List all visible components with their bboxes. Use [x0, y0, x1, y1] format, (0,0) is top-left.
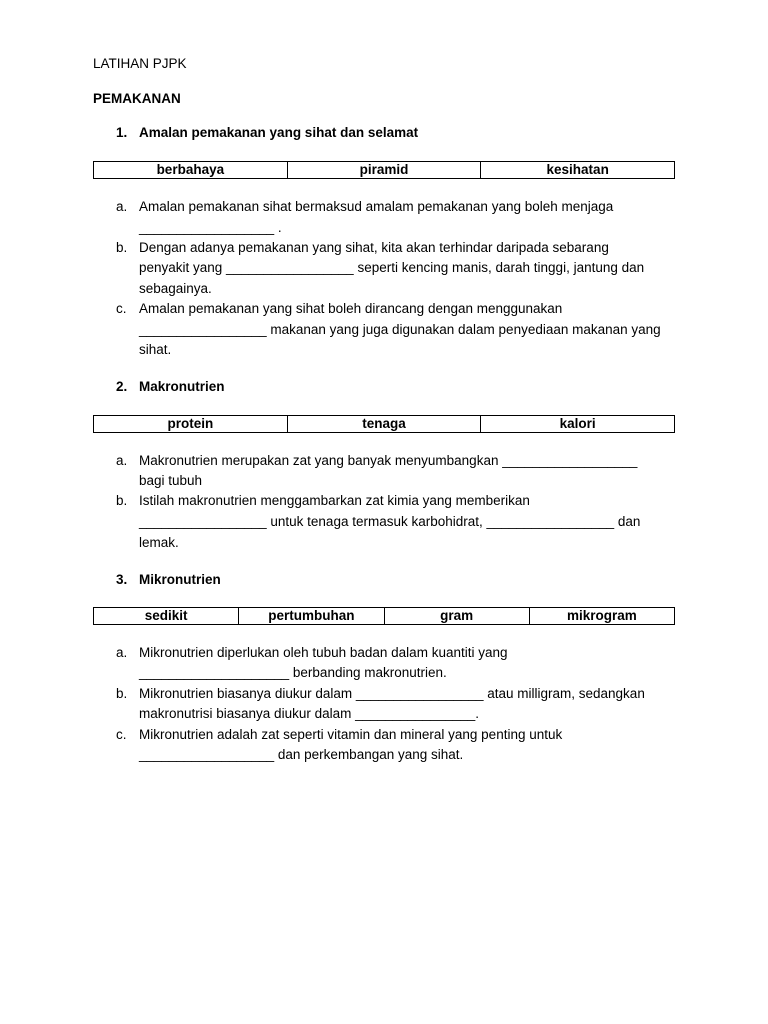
question-text-line: Amalan pemakanan yang sihat boleh dirancang dengan menggunakan [139, 301, 563, 316]
section-number: 1. [116, 125, 128, 140]
question-letter: a. [116, 645, 128, 660]
word-bank-cell: gram [385, 608, 530, 624]
question-letter: c. [116, 727, 127, 742]
question-text-line: Mikronutrien diperlukan oleh tubuh badan dalam kuantiti yang [139, 645, 508, 660]
question-text-line: penyakit yang _________________ seperti kencing manis, darah tinggi, jantung dan [139, 260, 645, 275]
question-letter: a. [116, 453, 128, 468]
section-number: 2. [116, 379, 128, 394]
word-bank-cell: kalori [559, 416, 596, 431]
question-text-line: Dengan adanya pemakanan yang sihat, kita akan terhindar daripada sebarang [139, 240, 609, 255]
question-text-line: _________________ makanan yang juga digunakan dalam penyediaan makanan yang [139, 322, 661, 337]
question-text-line: bagi tubuh [139, 473, 203, 488]
word-bank-table [93, 607, 675, 625]
word-bank-table [93, 415, 675, 433]
question-letter: b. [116, 686, 128, 701]
question-letter: c. [116, 301, 127, 316]
question-text-line: _________________ untuk tenaga termasuk karbohidrat, _________________ dan [139, 514, 641, 529]
question-text-line: Istilah makronutrien menggambarkan zat kimia yang memberikan [139, 493, 530, 508]
word-bank-cell: kesihatan [546, 162, 609, 177]
word-bank-cell: protein [94, 416, 288, 432]
word-bank-cell: berbahaya [94, 162, 288, 178]
question-text-line: Amalan pemakanan sihat bermaksud amalam pemakanan yang boleh menjaga [139, 199, 614, 214]
word-bank-cell: pertumbuhan [239, 608, 384, 624]
word-bank-table [93, 161, 675, 179]
question-text-line: lemak. [139, 535, 179, 550]
question-text-line: Mikronutrien adalah zat seperti vitamin dan mineral yang penting untuk [139, 727, 563, 742]
question-text-line: __________________ dan perkembangan yang sihat. [139, 747, 464, 762]
question-text-line: __________________ . [139, 220, 282, 235]
question-text-line: makronutrisi biasanya diukur dalam ________________. [139, 706, 479, 721]
question-text-line: ____________________ berbanding makronutrien. [139, 665, 447, 680]
question-text-line: sebagainya. [139, 281, 212, 296]
section-title: Mikronutrien [139, 572, 221, 587]
document-title: LATIHAN PJPK [93, 56, 187, 71]
section-title: Amalan pemakanan yang sihat dan selamat [139, 125, 419, 140]
question-letter: b. [116, 493, 128, 508]
question-letter: a. [116, 199, 128, 214]
question-letter: b. [116, 240, 128, 255]
section-number: 3. [116, 572, 128, 587]
question-text-line: Mikronutrien biasanya diukur dalam _________________ atau milligram, sedangkan [139, 686, 645, 701]
word-bank-cell: mikrogram [566, 608, 637, 623]
section-title: Makronutrien [139, 379, 225, 394]
question-text-line: Makronutrien merupakan zat yang banyak menyumbangkan __________________ [139, 453, 638, 468]
question-text-line: sihat. [139, 342, 172, 357]
word-bank-cell: tenaga [288, 416, 482, 432]
document-subtitle: PEMAKANAN [93, 91, 181, 106]
word-bank-cell: sedikit [94, 608, 239, 624]
word-bank-cell: piramid [288, 162, 482, 178]
